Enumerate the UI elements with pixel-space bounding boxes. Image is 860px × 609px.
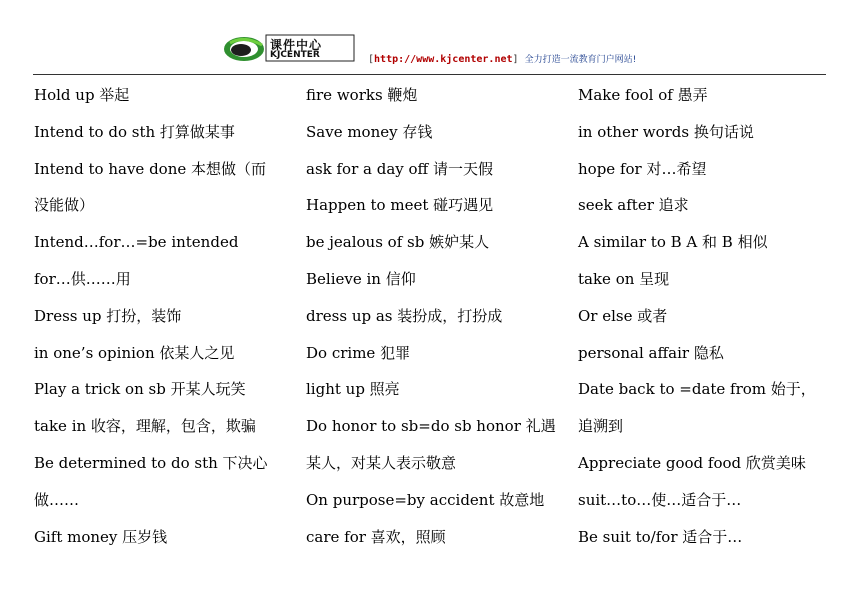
logo-text-english: KJCENTER [270, 50, 320, 60]
phrase-line: Be suit to/for 适合于… [578, 527, 743, 546]
vocab-column-2 [306, 83, 561, 561]
phrase-line: fire works 鞭炮 [306, 86, 418, 104]
phrase-line: care for 喜欢，照顾 [306, 527, 446, 546]
phrase-line: seek after 追求 [578, 196, 689, 215]
vocab-column-3 [578, 83, 828, 561]
phrase-line: be jealous of sb 嫉妒某人 [306, 233, 490, 252]
phrase-line: light up 照亮 [306, 380, 400, 399]
phrase-line: in one’s opinion 依某人之见 [34, 343, 235, 362]
phrase-line: ask for a day off 请一天假 [306, 159, 493, 178]
phrase-line: Happen to meet 碰巧遇见 [306, 196, 494, 215]
phrase-line: A similar to B A 和 B 相似 [578, 233, 768, 252]
phrase-line: Do honor to sb=do sb honor 礼遇 [306, 417, 556, 436]
phrase-line: Hold up 举起 [34, 86, 130, 104]
phrase-line: Intend…for…=be intended [34, 233, 239, 252]
phrase-line: 做…… [34, 490, 80, 509]
vocab-column-1 [34, 83, 284, 561]
phrase-line: Gift money 压岁钱 [34, 527, 168, 546]
phrase-line: in other words 换句话说 [578, 122, 754, 141]
phrase-line: personal affair 隐私 [578, 343, 724, 362]
phrase-line: suit…to…使…适合于… [578, 490, 742, 509]
phrase-line: Make fool of 愚弄 [578, 86, 708, 104]
site-slogan: 全力打造一流教育门户网站! [524, 55, 637, 65]
phrase-line: dress up as 装扮成，打扮成 [306, 306, 503, 325]
phrase-line: take in 收容，理解，包含，欺骗 [34, 417, 256, 436]
header-divider [33, 74, 826, 75]
phrase-line: Believe in 信仰 [306, 269, 416, 288]
logo-text-chinese: 课件中心 [270, 38, 323, 52]
phrase-line: On purpose=by accident 故意地 [306, 490, 545, 509]
phrase-line: 某人，对某人表示敬意 [306, 453, 457, 472]
phrase-line: Be determined to do sth 下决心 [34, 453, 268, 472]
phrase-line: 追溯到 [578, 417, 624, 436]
phrase-line: Date back to =date from 始于， [578, 380, 816, 399]
phrase-line: Do crime 犯罪 [306, 343, 411, 362]
header-link[interactable]: [http://www.kjcenter.net] 全力打造一流教育门户网站! [368, 54, 637, 65]
phrase-line: hope for 对…希望 [578, 159, 707, 178]
page-header [0, 0, 860, 75]
site-url[interactable]: http://www.kjcenter.net [374, 54, 513, 65]
phrase-line: Appreciate good food 欣赏美味 [578, 453, 806, 472]
phrase-line: Play a trick on sb 开某人玩笑 [34, 380, 246, 399]
phrase-line: Intend to do sth 打算做某事 [34, 122, 235, 141]
phrase-line: Or else 或者 [578, 306, 668, 325]
phrase-line: 没能做） [34, 196, 95, 215]
phrase-line: take on 呈现 [578, 269, 670, 288]
phrase-line: Save money 存钱 [306, 122, 433, 141]
phrase-line: Intend to have done 本想做（而 [34, 159, 267, 178]
phrase-line: for…供……用 [34, 269, 131, 288]
phrase-line: Dress up 打扮，装饰 [34, 306, 182, 325]
